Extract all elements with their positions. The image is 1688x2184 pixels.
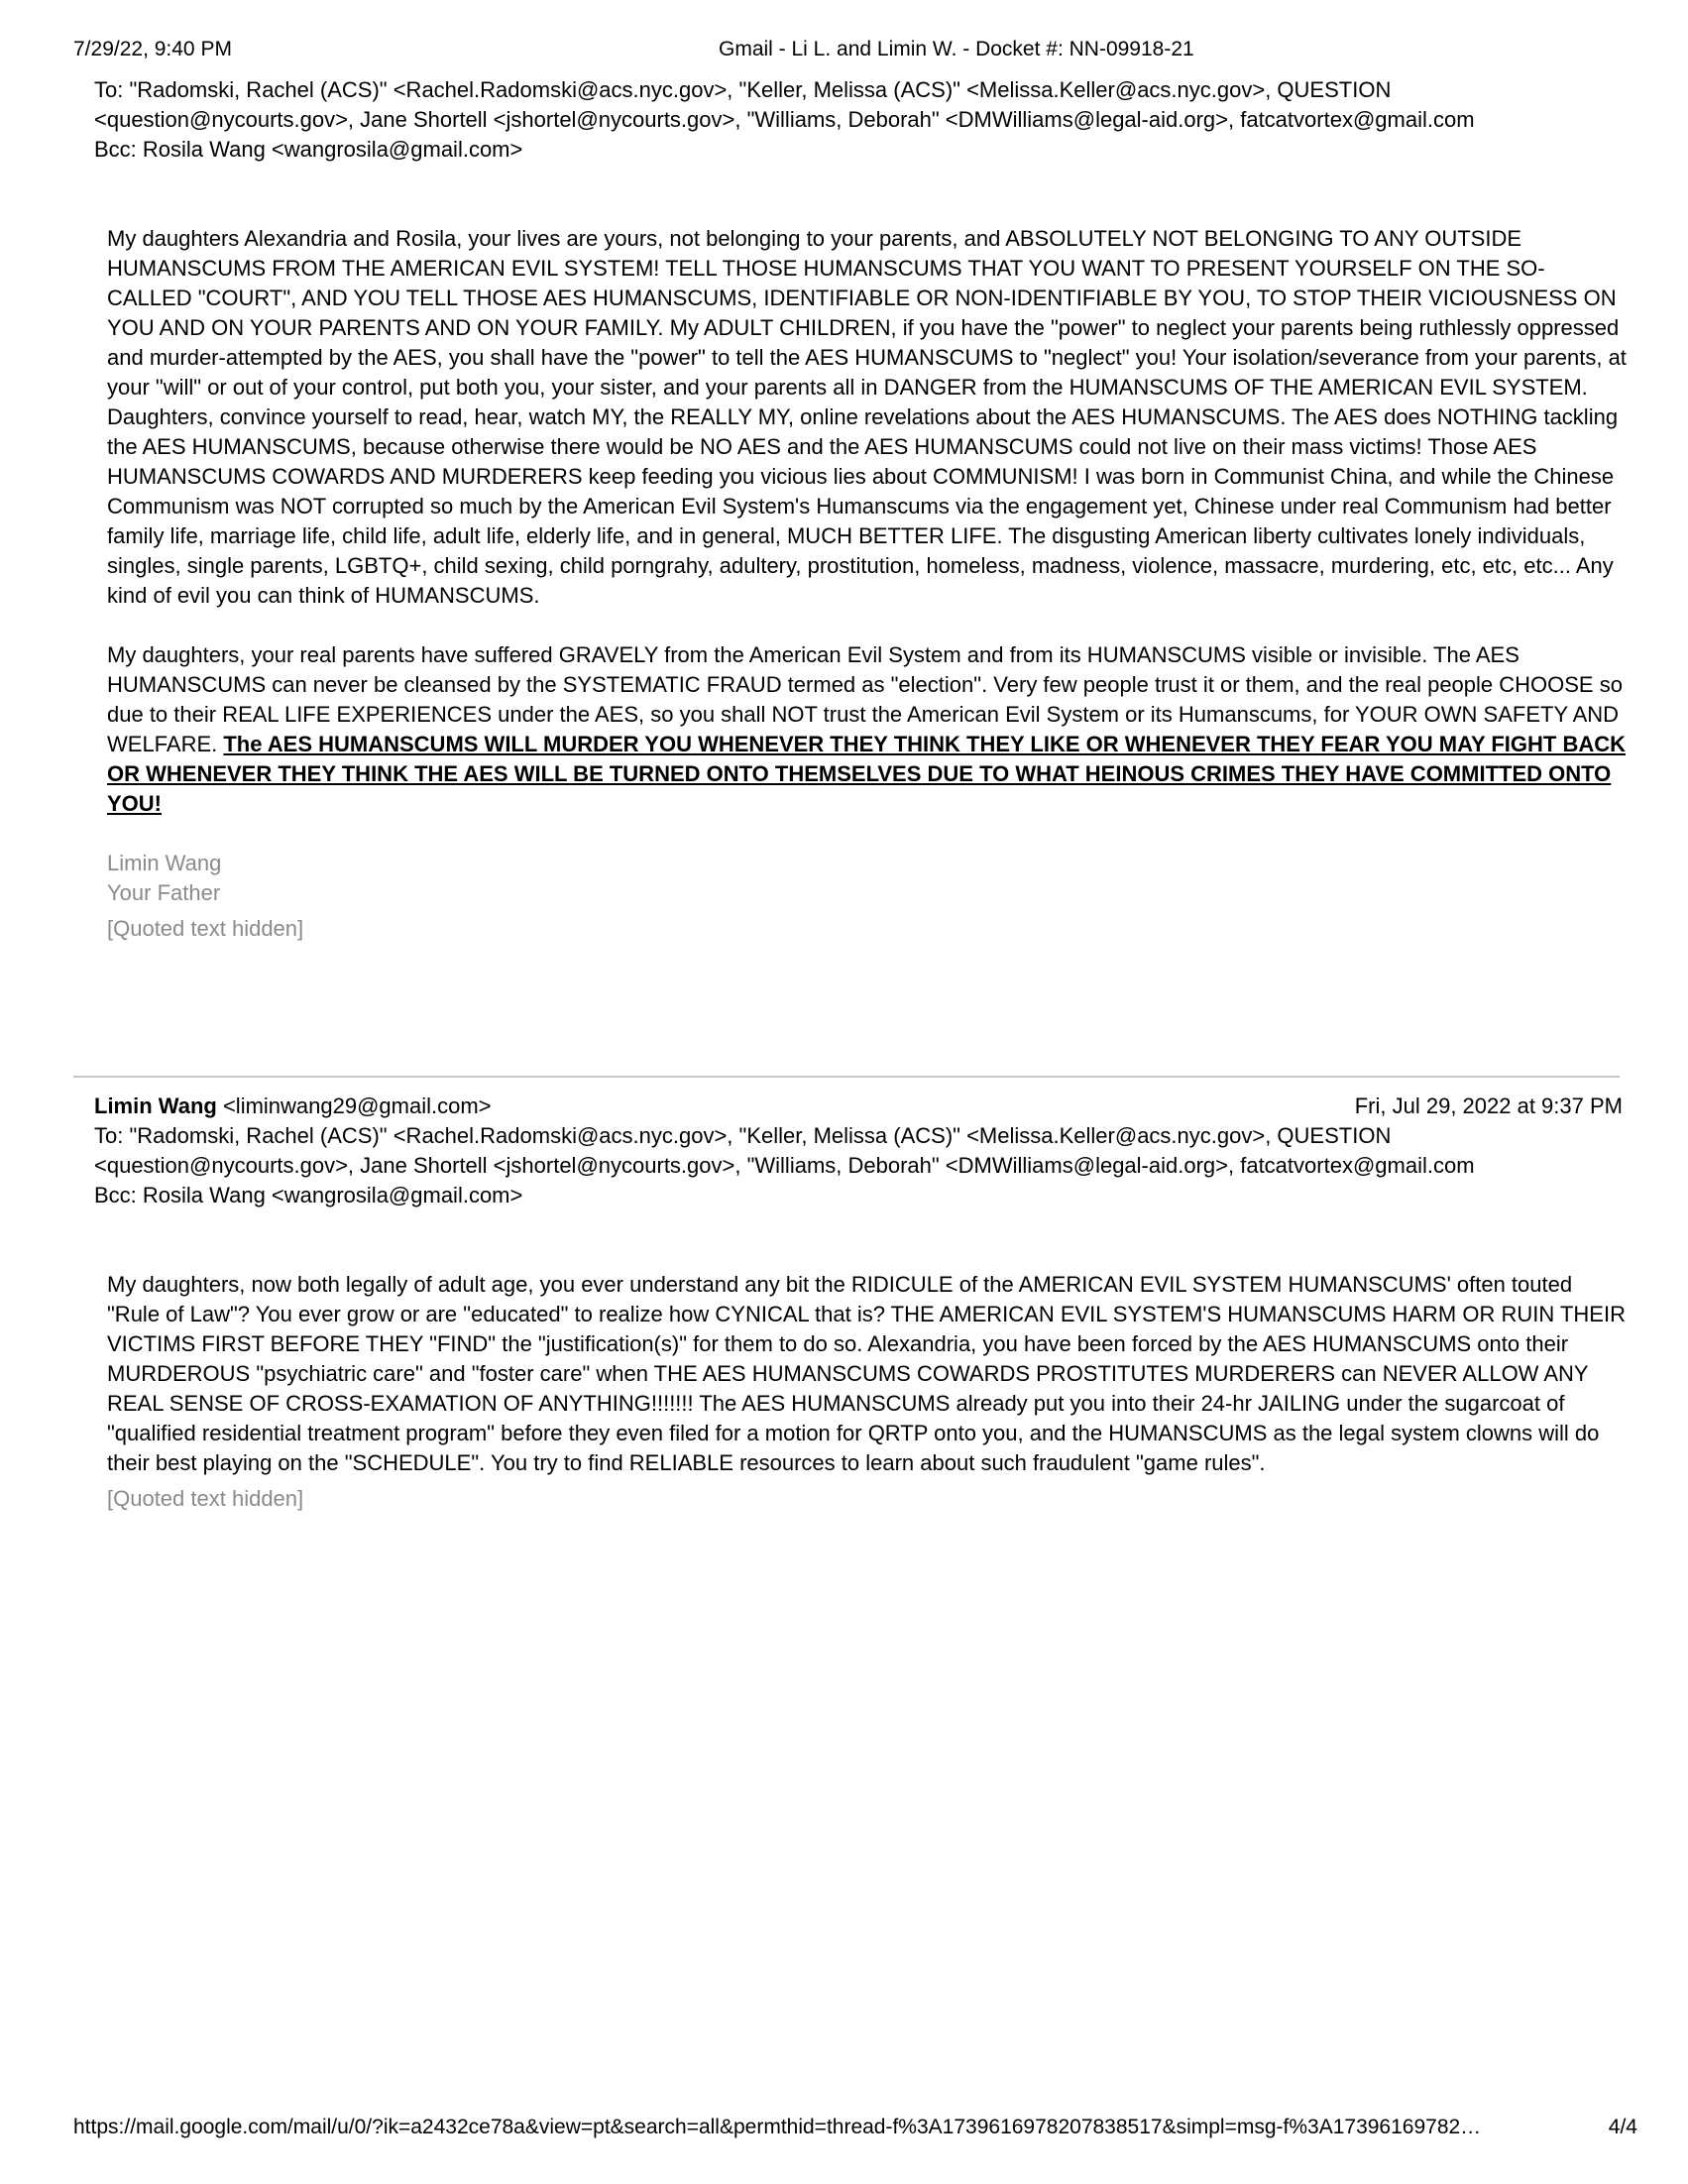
sender-name: Limin Wang	[94, 1093, 217, 1118]
quoted-text-hidden-label: [Quoted text hidden]	[107, 916, 304, 941]
signature-name: Limin Wang	[107, 851, 222, 875]
message-top-body	[107, 224, 1628, 944]
message-top-headers	[94, 75, 1623, 165]
message-paragraph: My daughters, now both legally of adult age, you ever understand any bit the RIDICULE of the AMERICAN EVIL SYSTEM HUMANSCUMS' often touted "Rule of Law"? You ever grow or are "educated" to realize how CYNICAL that is? THE AMERICAN EVIL SYSTEM'S HUMANSCUMS HARM OR RUIN THEIR VICTIMS FIRST BEFORE THEY "FIND" the "justification(s)" for them to do so. Alexandria, you have been forced by the AES HUMANSCUMS onto their MURDEROUS "psychiatric care" and "foster care" when THE AES HUMANSCUMS COWARDS PROSTITUTES MURDERERS can NEVER ALLOW ANY REAL SENSE OF CROSS-EXAMATION OF ANYTHING!!!!!!! The AES HUMANSCUMS already put you into their 24-hr JAILING under the sugarcoat of "qualified residential treatment program" before they even filed for a motion for QRTP onto you, and the HUMANSCUMS as the legal system clowns will do their best playing on the "SCHEDULE". You try to find RELIABLE resources to learn about such fraudulent "game rules".	[107, 1272, 1626, 1475]
print-header-title: Gmail - Li L. and Limin W. - Docket #: NN-09918-21	[719, 38, 1194, 60]
to-recipients-line: To: "Radomski, Rachel (ACS)" <Rachel.Radomski@acs.nyc.gov>, "Keller, Melissa (ACS)" <Melissa.Keller@acs.nyc.gov>, QUESTION <question@nycourts.gov>, Jane Shortell <jshortel@nycourts.gov>, "Williams, Deborah" <DMWilliams@legal-aid.org>, fatcatvortex@gmail.com	[94, 1123, 1475, 1178]
sender-identity	[94, 1092, 492, 1121]
quoted-text-hidden-label: [Quoted text hidden]	[107, 1486, 304, 1511]
print-footer-page-indicator: 4/4	[1608, 2116, 1637, 2138]
message-bottom-body	[107, 1270, 1628, 1514]
message-paragraph	[107, 640, 1628, 819]
message-paragraph: My daughters Alexandria and Rosila, your lives are yours, not belonging to your parents, and ABSOLUTELY NOT BELONGING TO ANY OUTSIDE HUMANSCUMS FROM THE AMERICAN EVIL SYSTEM! TELL THOSE HUMANSCUMS THAT YOU WANT TO PRESENT YOURSELF ON THE SO-CALLED "COURT", AND YOU TELL THOSE AES HUMANSCUMS, IDENTIFIABLE OR NON-IDENTIFIABLE BY YOU, TO STOP THEIR VICIOUSNESS ON YOU AND ON YOUR PARENTS AND ON YOUR FAMILY. My ADULT CHILDREN, if you have the "power" to neglect your parents being ruthlessly oppressed and murder-attempted by the AES, you shall have the "power" to tell the AES HUMANSCUMS to "neglect" you! Your isolation/severance from your parents, at your "will" or out of your control, put both you, your sister, and your parents all in DANGER from the HUMANSCUMS OF THE AMERICAN EVIL SYSTEM. Daughters, convince yourself to read, hear, watch MY, the REALLY MY, online revelations about the AES HUMANSCUMS. The AES does NOTHING tackling the AES HUMANSCUMS, because otherwise there would be NO AES and the AES HUMANSCUMS could not live on their mass victims! Those AES HUMANSCUMS COWARDS AND MURDERERS keep feeding you vicious lies about COMMUNISM! I was born in Communist China, and while the Chinese Communism was NOT corrupted so much by the American Evil System's Humanscums via the engagement yet, Chinese under real Communism had better family life, marriage life, child life, adult life, elderly life, and in general, MUCH BETTER LIFE. The disgusting American liberty cultivates lonely individuals, singles, single parents, LGBTQ+, child sexing, child porngrahy, adultery, prostitution, homeless, madness, violence, massacre, murdering, etc, etc, etc... Any kind of evil you can think of HUMANSCUMS.	[107, 226, 1627, 608]
sender-email: <liminwang29@gmail.com>	[216, 1093, 492, 1118]
print-header-date: 7/29/22, 9:40 PM	[73, 38, 232, 60]
to-recipients-line: To: "Radomski, Rachel (ACS)" <Rachel.Radomski@acs.nyc.gov>, "Keller, Melissa (ACS)" <Melissa.Keller@acs.nyc.gov>, QUESTION <question@nycourts.gov>, Jane Shortell <jshortel@nycourts.gov>, "Williams, Deborah" <DMWilliams@legal-aid.org>, fatcatvortex@gmail.com	[94, 77, 1475, 132]
bcc-recipients-line: Bcc: Rosila Wang <wangrosila@gmail.com>	[94, 1183, 523, 1207]
signature-title: Your Father	[107, 880, 221, 905]
message-divider	[73, 1076, 1620, 1078]
bcc-recipients-line: Bcc: Rosila Wang <wangrosila@gmail.com>	[94, 137, 523, 162]
paragraph-normal-text: My daughters, your real parents have suffered GRAVELY from the American Evil System and from its HUMANSCUMS visible or invisible. The AES HUMANSCUMS can never be cleansed by the SYSTEMATIC FRAUD termed as "election". Very few people trust it or them, and the real people CHOOSE so due to their REAL LIFE EXPERIENCES under the AES, so you shall NOT trust the American Evil System or its Humanscums, for YOUR OWN SAFETY AND WELFARE.	[107, 642, 1623, 756]
sent-date: Fri, Jul 29, 2022 at 9:37 PM	[1354, 1093, 1623, 1118]
message-bottom-headers	[94, 1092, 1623, 1210]
print-footer-url: https://mail.google.com/mail/u/0/?ik=a2432ce78a&view=pt&search=all&permthid=thread-f%3A1739616978207838517&simpl=msg-f%3A17396169782…	[73, 2116, 1482, 2138]
paragraph-bold-underline-text: The AES HUMANSCUMS WILL MURDER YOU WHENEVER THEY THINK THEY LIKE OR WHENEVER THEY FEAR YOU MAY FIGHT BACK OR WHENEVER THEY THINK THE AES WILL BE TURNED ONTO THEMSELVES DUE TO WHAT HEINOUS CRIMES THEY HAVE COMMITTED ONTO YOU!	[107, 732, 1626, 816]
sender-line	[94, 1092, 1623, 1121]
